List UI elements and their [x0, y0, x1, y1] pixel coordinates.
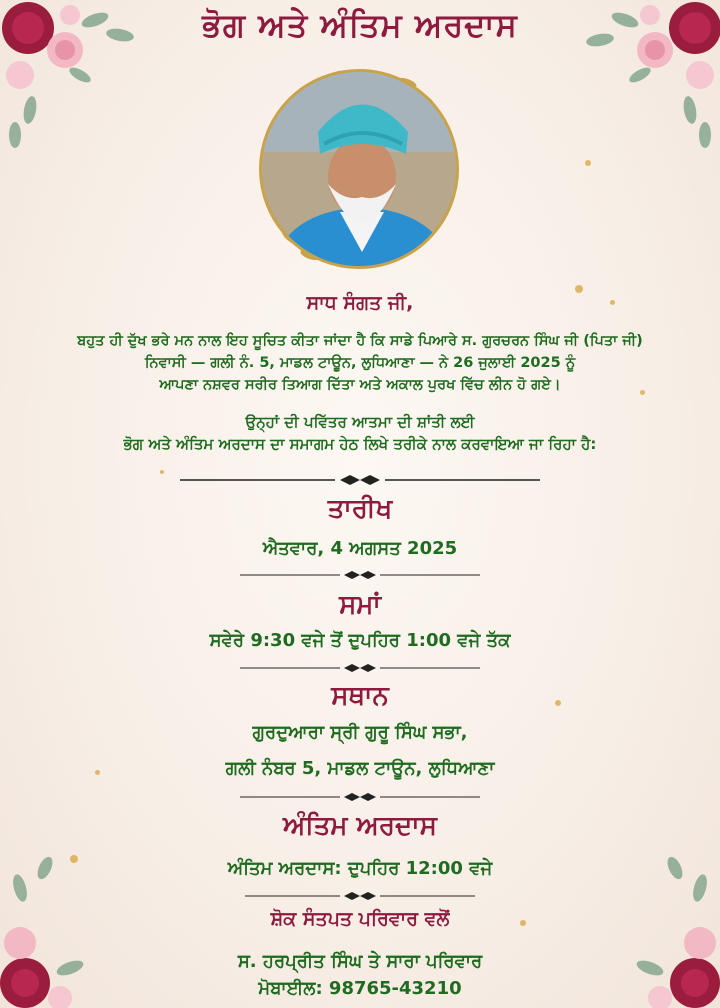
ardas-value: ਅੰਤਿਮ ਅਰਦਾਸ: ਦੁਪਹਿਰ 12:00 ਵਜੇ	[227, 858, 493, 879]
date-value: ਐਤਵਾਰ, 4 ਅਗਸਤ 2025	[262, 538, 458, 559]
prayer-line: ਭੋਗ ਅਤੇ ਅੰਤਿਮ ਅਰਦਾਸ ਦਾ ਸਮਾਗਮ ਹੇਠ ਲਿਖੇ ਤਰੀਕੇ ਨਾਲ ਕਰਵਾਇਆ ਜਾ ਰਿਹਾ ਹੈ:	[123, 435, 597, 453]
time-value: ਸਵੇਰੇ 9:30 ਵਜੇ ਤੋਂ ਦੁਪਹਿਰ 1:00 ਵਜੇ ਤੱਕ	[209, 630, 511, 651]
page-title: ਭੋਗ ਅਤੇ ਅੰਤਿਮ ਅਰਦਾਸ	[202, 6, 518, 44]
portrait-frame	[255, 65, 463, 273]
venue-heading: ਸਥਾਨ	[331, 681, 389, 711]
venue-line1: ਗੁਰਦੁਆਰਾ ਸ੍ਰੀ ਗੁਰੂ ਸਿੰਘ ਸਭਾ,	[252, 722, 468, 743]
ornamental-divider-icon	[0, 569, 720, 581]
ornamental-divider-icon	[0, 662, 720, 674]
intro-line: ਨਿਵਾਸੀ — ਗਲੀ ਨੰ. 5, ਮਾਡਲ ਟਾਊਨ, ਲੁਧਿਆਣਾ — ਨੇ 26 ਜੁਲਾਈ 2025 ਨੂੰ	[144, 355, 576, 371]
prayer-paragraph	[0, 411, 720, 455]
prayer-line: ਉਨ੍ਹਾਂ ਦੀ ਪਵਿੱਤਰ ਆਤਮਾ ਦੀ ਸ਼ਾਂਤੀ ਲਈ	[245, 413, 475, 431]
intro-line: ਬਹੁਤ ਹੀ ਦੁੱਖ ਭਰੇ ਮਨ ਨਾਲ ਇਹ ਸੂਚਿਤ ਕੀਤਾ ਜਾਂਦਾ ਹੈ ਕਿ ਸਾਡੇ ਪਿਆਰੇ ਸ. ਗੁਰਚਰਨ ਸਿੰਘ ਜੀ (ਪਿਤਾ ਜੀ)	[77, 333, 643, 349]
ornamental-divider-icon	[0, 791, 720, 803]
ornamental-divider-icon	[0, 474, 720, 486]
greeting: ਸਾਧ ਸੰਗਤ ਜੀ,	[306, 292, 414, 314]
intro-paragraph	[0, 330, 720, 396]
ardas-heading: ਅੰਤਿਮ ਅਰਦਾਸ	[283, 811, 437, 841]
family-heading: ਸ਼ੋਕ ਸੰਤਪਤ ਪਰਿਵਾਰ ਵਲੋਂ	[270, 908, 450, 930]
family-name: ਸ. ਹਰਪ੍ਰੀਤ ਸਿੰਘ ਤੇ ਸਾਰਾ ਪਰਿਵਾਰ	[237, 951, 483, 972]
portrait-photo	[259, 69, 459, 269]
date-heading: ਤਾਰੀਖ	[327, 494, 393, 524]
gold-speck	[585, 160, 591, 166]
ornamental-divider-icon	[0, 890, 720, 902]
venue-line2: ਗਲੀ ਨੰਬਰ 5, ਮਾਡਲ ਟਾਊਨ, ਲੁਧਿਆਣਾ	[225, 758, 495, 779]
time-heading: ਸਮਾਂ	[339, 590, 381, 620]
family-mobile: ਮੋਬਾਈਲ: 98765-43210	[258, 978, 462, 999]
intro-line: ਆਪਣਾ ਨਸ਼ਵਰ ਸਰੀਰ ਤਿਆਗ ਦਿੱਤਾ ਅਤੇ ਅਕਾਲ ਪੁਰਖ ਵਿੱਚ ਲੀਨ ਹੋ ਗਏ।	[159, 377, 561, 393]
